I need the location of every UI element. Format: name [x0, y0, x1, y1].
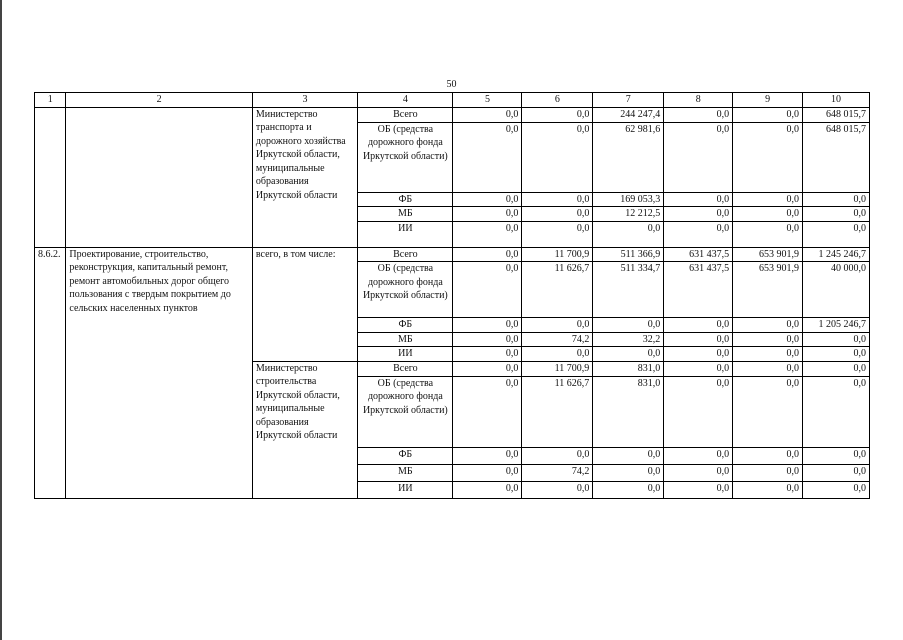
value-cell: 0,0: [664, 361, 733, 376]
value-cell: 0,0: [522, 481, 593, 498]
value-cell: 0,0: [803, 207, 870, 222]
value-cell: 0,0: [522, 192, 593, 207]
indicator-cell: ИИ: [358, 221, 453, 247]
empty-number-cell: [35, 107, 66, 247]
value-cell: 0,0: [733, 447, 803, 464]
value-cell: 0,0: [453, 464, 522, 481]
value-cell: 0,0: [522, 221, 593, 247]
value-cell: 0,0: [803, 447, 870, 464]
header-cell: 3: [252, 93, 357, 108]
value-cell: 0,0: [733, 107, 803, 122]
value-cell: 0,0: [593, 221, 664, 247]
header-cell: 6: [522, 93, 593, 108]
indicator-cell: ИИ: [358, 347, 453, 362]
value-cell: 11 700,9: [522, 247, 593, 262]
value-cell: 0,0: [522, 447, 593, 464]
value-cell: 0,0: [803, 192, 870, 207]
indicator-cell: Всего: [358, 107, 453, 122]
indicator-cell: ОБ (средства дорожного фонда Иркутской области): [358, 262, 453, 318]
value-cell: 0,0: [803, 332, 870, 347]
value-cell: 0,0: [803, 376, 870, 447]
value-cell: 11 626,7: [522, 376, 593, 447]
value-cell: 0,0: [664, 207, 733, 222]
value-cell: 62 981,6: [593, 122, 664, 192]
value-cell: 0,0: [522, 207, 593, 222]
value-cell: 653 901,9: [733, 247, 803, 262]
value-cell: 0,0: [593, 464, 664, 481]
value-cell: 244 247,4: [593, 107, 664, 122]
item-name-cell: Проектирование, строительство, реконструкция, капитальный ремонт, ремонт автомобильных дорог общего пользования с твердым покрытием до сельских населенных пунктов: [66, 247, 252, 498]
value-cell: 0,0: [664, 332, 733, 347]
value-cell: 0,0: [733, 361, 803, 376]
indicator-cell: МБ: [358, 332, 453, 347]
header-cell: 9: [733, 93, 803, 108]
value-cell: 169 053,3: [593, 192, 664, 207]
value-cell: 40 000,0: [803, 262, 870, 318]
value-cell: 11 626,7: [522, 262, 593, 318]
page-number: 50: [446, 79, 457, 90]
value-cell: 0,0: [664, 122, 733, 192]
indicator-cell: МБ: [358, 207, 453, 222]
indicator-cell: ФБ: [358, 192, 453, 207]
header-cell: 2: [66, 93, 252, 108]
value-cell: 0,0: [664, 221, 733, 247]
header-cell: 8: [664, 93, 733, 108]
header-cell: 4: [358, 93, 453, 108]
value-cell: 0,0: [453, 221, 522, 247]
executor-cell: всего, в том числе:: [252, 247, 357, 361]
value-cell: 0,0: [453, 318, 522, 333]
value-cell: 0,0: [664, 447, 733, 464]
value-cell: 0,0: [733, 464, 803, 481]
value-cell: 0,0: [593, 318, 664, 333]
value-cell: 0,0: [453, 247, 522, 262]
value-cell: 0,0: [453, 447, 522, 464]
value-cell: 0,0: [453, 262, 522, 318]
value-cell: 0,0: [733, 347, 803, 362]
value-cell: 0,0: [733, 376, 803, 447]
header-row: [35, 93, 870, 108]
value-cell: 0,0: [664, 107, 733, 122]
indicator-cell: ФБ: [358, 447, 453, 464]
indicator-cell: ФБ: [358, 318, 453, 333]
value-cell: 831,0: [593, 361, 664, 376]
value-cell: 0,0: [664, 481, 733, 498]
value-cell: 0,0: [733, 318, 803, 333]
indicator-cell: Всего: [358, 247, 453, 262]
value-cell: 0,0: [453, 481, 522, 498]
value-cell: 0,0: [453, 361, 522, 376]
value-cell: 0,0: [453, 207, 522, 222]
value-cell: 0,0: [453, 347, 522, 362]
scan-edge-line: [0, 0, 2, 640]
value-cell: 0,0: [803, 464, 870, 481]
value-cell: 0,0: [803, 221, 870, 247]
value-cell: 0,0: [453, 107, 522, 122]
value-cell: 653 901,9: [733, 262, 803, 318]
table-row: [35, 247, 870, 262]
value-cell: 0,0: [453, 332, 522, 347]
value-cell: 0,0: [453, 192, 522, 207]
value-cell: 648 015,7: [803, 122, 870, 192]
value-cell: 74,2: [522, 332, 593, 347]
value-cell: 0,0: [593, 481, 664, 498]
value-cell: 11 700,9: [522, 361, 593, 376]
value-cell: 831,0: [593, 376, 664, 447]
value-cell: 0,0: [803, 361, 870, 376]
value-cell: 648 015,7: [803, 107, 870, 122]
indicator-cell: МБ: [358, 464, 453, 481]
value-cell: 0,0: [593, 447, 664, 464]
value-cell: 511 366,9: [593, 247, 664, 262]
empty-name-cell: [66, 107, 252, 247]
value-cell: 74,2: [522, 464, 593, 481]
indicator-cell: Всего: [358, 361, 453, 376]
value-cell: 0,0: [733, 122, 803, 192]
value-cell: 511 334,7: [593, 262, 664, 318]
value-cell: 0,0: [522, 122, 593, 192]
value-cell: 0,0: [803, 481, 870, 498]
item-number-cell: 8.6.2.: [35, 247, 66, 498]
value-cell: 12 212,5: [593, 207, 664, 222]
value-cell: 0,0: [453, 376, 522, 447]
value-cell: 0,0: [664, 192, 733, 207]
value-cell: 631 437,5: [664, 262, 733, 318]
header-cell: 5: [453, 93, 522, 108]
indicator-cell: ОБ (средства дорожного фонда Иркутской области): [358, 122, 453, 192]
value-cell: 0,0: [664, 347, 733, 362]
value-cell: 1 205 246,7: [803, 318, 870, 333]
value-cell: 631 437,5: [664, 247, 733, 262]
value-cell: 0,0: [664, 376, 733, 447]
value-cell: 0,0: [664, 464, 733, 481]
indicator-cell: ОБ (средства дорожного фонда Иркутской области): [358, 376, 453, 447]
value-cell: 0,0: [593, 347, 664, 362]
value-cell: 1 245 246,7: [803, 247, 870, 262]
value-cell: 0,0: [733, 207, 803, 222]
value-cell: 0,0: [522, 107, 593, 122]
value-cell: 0,0: [733, 221, 803, 247]
value-cell: 0,0: [803, 347, 870, 362]
value-cell: 0,0: [522, 318, 593, 333]
header-cell: 10: [803, 93, 870, 108]
value-cell: 32,2: [593, 332, 664, 347]
value-cell: 0,0: [733, 332, 803, 347]
header-cell: 7: [593, 93, 664, 108]
value-cell: 0,0: [733, 192, 803, 207]
executor-cell: Министерство транспорта и дорожного хозяйства Иркутской области, муниципальные образования Иркутской области: [252, 107, 357, 247]
value-cell: 0,0: [453, 122, 522, 192]
executor-cell: Министерство строительства Иркутской области, муниципальные образования Иркутской области: [252, 361, 357, 498]
header-cell: 1: [35, 93, 66, 108]
table-row: [35, 107, 870, 122]
budget-table: [34, 92, 870, 499]
value-cell: 0,0: [522, 347, 593, 362]
value-cell: 0,0: [664, 318, 733, 333]
value-cell: 0,0: [733, 481, 803, 498]
indicator-cell: ИИ: [358, 481, 453, 498]
